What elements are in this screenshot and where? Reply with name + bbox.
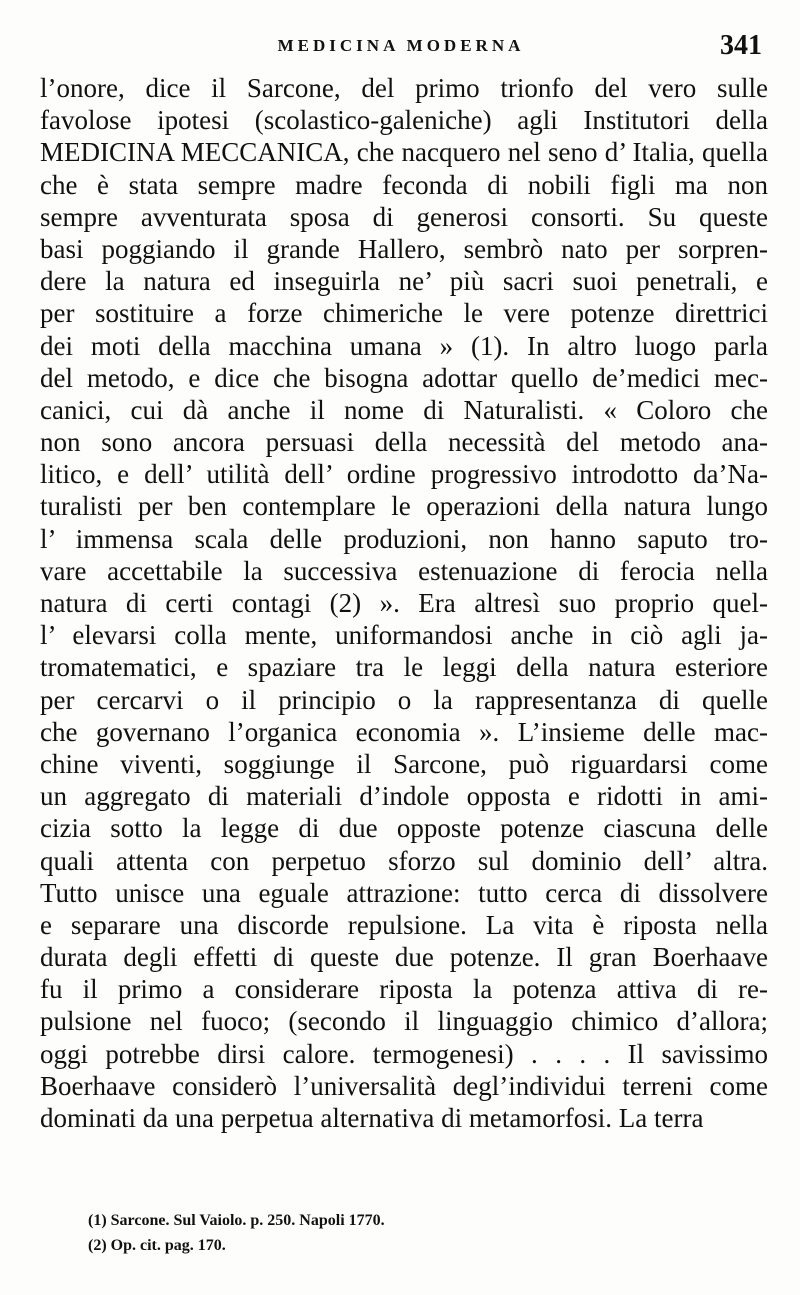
footnote: (2) Op. cit. pag. 170.: [88, 1237, 226, 1254]
text-line: Tutto unisce una eguale attrazione: tutto cerca di dissolvere: [40, 877, 768, 908]
text-line: durata degli effetti di queste due potenze. Il gran Boerhaave: [40, 942, 768, 973]
text-line: canici, cui dà anche il nome di Naturalisti. « Coloro che: [40, 394, 768, 425]
text-line: vare accettabile la successiva estenuazione di ferocia nella: [40, 555, 768, 586]
text-line: favolose ipotesi (scolastico-galeniche) agli Institutori della: [40, 105, 768, 136]
text-line: un aggregato di materiali d’indole opposta e ridotti in ami-: [40, 781, 768, 812]
text-line: pulsione nel fuoco; (secondo il linguaggio chimico d’allora;: [40, 1006, 768, 1037]
text-line: l’onore, dice il Sarcone, del primo trionfo del vero sulle: [40, 73, 768, 103]
text-line: l’ elevarsi colla mente, uniformandosi anche in ciò agli ja-: [40, 620, 768, 651]
text-line: che è stata sempre madre feconda di nobili figli ma non: [40, 169, 768, 200]
text-line: dei moti della macchina umana » (1). In altro luogo parla: [40, 330, 768, 361]
text-line: fu il primo a considerare riposta la potenza attiva di re-: [40, 974, 768, 1005]
text-line: basi poggiando il grande Hallero, sembrò nato per sorpren-: [40, 233, 768, 264]
text-line: l’ immensa scala delle produzioni, non hanno saputo tro-: [40, 523, 768, 554]
text-line: e separare una discorde repulsione. La vita è riposta nella: [40, 909, 768, 940]
text-line: tromatematici, e spaziare tra le leggi della natura esteriore: [40, 652, 768, 683]
running-head: [40, 30, 762, 62]
text-line: Boerhaave considerò l’universalità degl’individui terreni come: [40, 1070, 768, 1101]
text-line: non sono ancora persuasi della necessità del metodo ana-: [40, 427, 768, 458]
text-line: quali attenta con perpetuo sforzo sul dominio dell’ altra.: [40, 845, 768, 876]
text-line: dominati da una perpetua alternativa di metamorfosi. La terra: [40, 1103, 704, 1133]
footnote: (1) Sarcone. Sul Vaiolo. p. 250. Napoli 1770.: [88, 1212, 385, 1229]
text-line: turalisti per ben contemplare le operazioni della natura lungo: [40, 491, 768, 522]
footnotes: [88, 1208, 688, 1258]
text-line: per cercarvi o il principio o la rappresentanza di quelle: [40, 684, 768, 715]
text-line: natura di certi contagi (2) ». Era altresì suo proprio quel-: [40, 588, 768, 618]
text-line: cizia sotto la legge di due opposte potenze ciascuna delle: [40, 813, 768, 844]
text-line: oggi potrebbe dirsi calore. termogenesi) . . . . Il savissimo: [40, 1038, 768, 1069]
text-line: del metodo, e dice che bisogna adottar quello de’medici mec-: [40, 362, 768, 393]
text-line: sempre avventurata sposa di generosi consorti. Su queste: [40, 201, 768, 232]
text-line: litico, e dell’ utilità dell’ ordine progressivo introdotto da’Na-: [40, 459, 768, 490]
running-head-title: MEDICINA MODERNA: [277, 36, 525, 55]
page-number: 341: [720, 30, 762, 61]
text-line: MEDICINA MECCANICA, che nacquero nel seno d’ Italia, quella: [40, 137, 768, 168]
body-text: [40, 72, 768, 1134]
text-line: per sostituire a forze chimeriche le vere potenze direttrici: [40, 298, 768, 329]
text-line: che governano l’organica economia ». L’insieme delle mac-: [40, 716, 768, 747]
text-line: dere la natura ed inseguirla ne’ più sacri suoi penetrali, e: [40, 266, 768, 297]
text-line: chine viventi, soggiunge il Sarcone, può riguardarsi come: [40, 748, 768, 779]
